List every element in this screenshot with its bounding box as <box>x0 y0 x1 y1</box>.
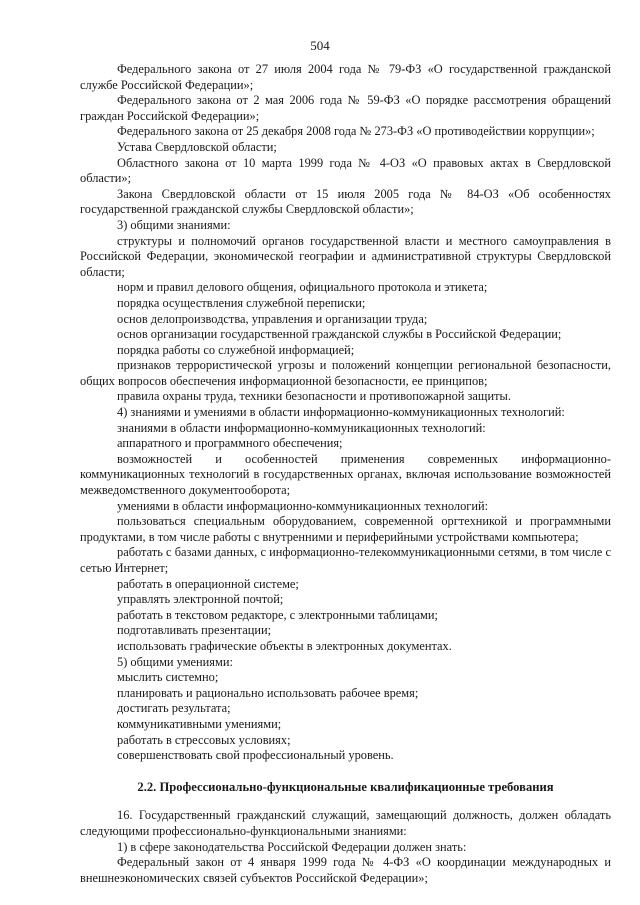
paragraph: Федерального закона от 27 июля 2004 года № 79-ФЗ «О государственной гражданской службе Российской Федерации»; <box>80 62 611 92</box>
paragraph: Областного закона от 10 марта 1999 года № 4-ОЗ «О правовых актах в Свердловской области»; <box>80 155 611 186</box>
paragraph: структуры и полномочий органов государственной власти и местного самоуправления в Российской Федерации, экономической географии и административной структуры Свердловской области; <box>80 233 611 279</box>
paragraph: достигать результата; <box>117 701 231 716</box>
paragraph: планировать и рационально использовать рабочее время; <box>117 685 419 700</box>
list-section-heading: 3) общими знаниями: <box>117 217 231 232</box>
paragraph: 16. Государственный гражданский служащий, замещающий должность, должен обладать следующими профессионально-функциональными знаниями: <box>80 808 611 838</box>
section-heading: 2.2. Профессионально-функциональные квалификационные требования <box>137 779 554 794</box>
functional-requirements <box>80 808 611 886</box>
list-section-heading: 5) общими умениями: <box>117 654 233 669</box>
paragraph: правила охраны труда, техники безопасности и противопожарной защиты. <box>117 389 511 404</box>
paragraph: порядка работы со служебной информацией; <box>117 342 355 357</box>
paragraph: Устава Свердловской области; <box>117 139 277 154</box>
paragraph: коммуникативными умениями; <box>117 716 282 731</box>
paragraph: возможностей и особенностей применения современных информационно-коммуникационных технологий в государственных органах, включая использование возможностей межведомственного документооборота; <box>80 451 611 498</box>
paragraph: работать в операционной системе; <box>117 576 299 591</box>
paragraph: Федеральный закон от 4 января 1999 года № 4-ФЗ «О координации международных и внешнеэкономических связей субъектов Российской Федерации»; <box>80 855 611 885</box>
paragraph: Федерального закона от 25 декабря 2008 года № 273-ФЗ «О противодействии коррупции»; <box>117 124 595 139</box>
paragraph: работать с базами данных, с информационно-телекоммуникационными сетями, в том числе с сетью Интернет; <box>80 545 611 575</box>
paragraph: признаков террористической угрозы и положений концепции региональной безопасности, общих вопросов обеспечения информационной безопасности, ее принципов; <box>80 358 611 388</box>
paragraph: использовать графические объекты в электронных документах. <box>117 638 452 653</box>
list-section-heading: 4) знаниями и умениями в области информационно-коммуникационных технологий: <box>117 405 565 420</box>
paragraph: Федерального закона от 2 мая 2006 года № 59-ФЗ «О порядке рассмотрения обращений граждан Российской Федерации»; <box>80 93 611 123</box>
paragraph: управлять электронной почтой; <box>117 592 284 607</box>
paragraph: пользоваться специальным оборудованием, современной оргтехникой и программными продуктами, в том числе работы с внутренними и периферийными устройствами компьютера; <box>80 514 611 544</box>
paragraph: знаниями в области информационно-коммуникационных технологий: <box>117 420 486 435</box>
paragraph: порядка осуществления служебной переписки; <box>117 295 366 310</box>
paragraph: основ организации государственной гражданской службы в Российской Федерации; <box>117 327 562 342</box>
paragraph: основ делопроизводства, управления и организации труда; <box>117 311 428 326</box>
paragraph: мыслить системно; <box>117 670 219 685</box>
paragraph: совершенствовать свой профессиональный уровень. <box>117 748 394 763</box>
paragraph: Закона Свердловской области от 15 июля 2005 года № 84-ОЗ «Об особенностях государственной гражданской службы Свердловской области»; <box>80 186 611 217</box>
paragraph: умениями в области информационно-коммуникационных технологий: <box>117 498 489 513</box>
document-body <box>80 62 611 886</box>
requirements-list <box>80 62 611 764</box>
paragraph: работать в текстовом редакторе, с электронными таблицами; <box>117 607 438 622</box>
paragraph: 1) в сфере законодательства Российской Федерации должен знать: <box>117 839 467 854</box>
paragraph: работать в стрессовых условиях; <box>117 732 291 747</box>
paragraph: норм и правил делового общения, официального протокола и этикета; <box>117 280 488 295</box>
paragraph: подготавливать презентации; <box>117 623 272 638</box>
page-number: 504 <box>310 38 330 53</box>
paragraph: аппаратного и программного обеспечения; <box>117 436 343 451</box>
